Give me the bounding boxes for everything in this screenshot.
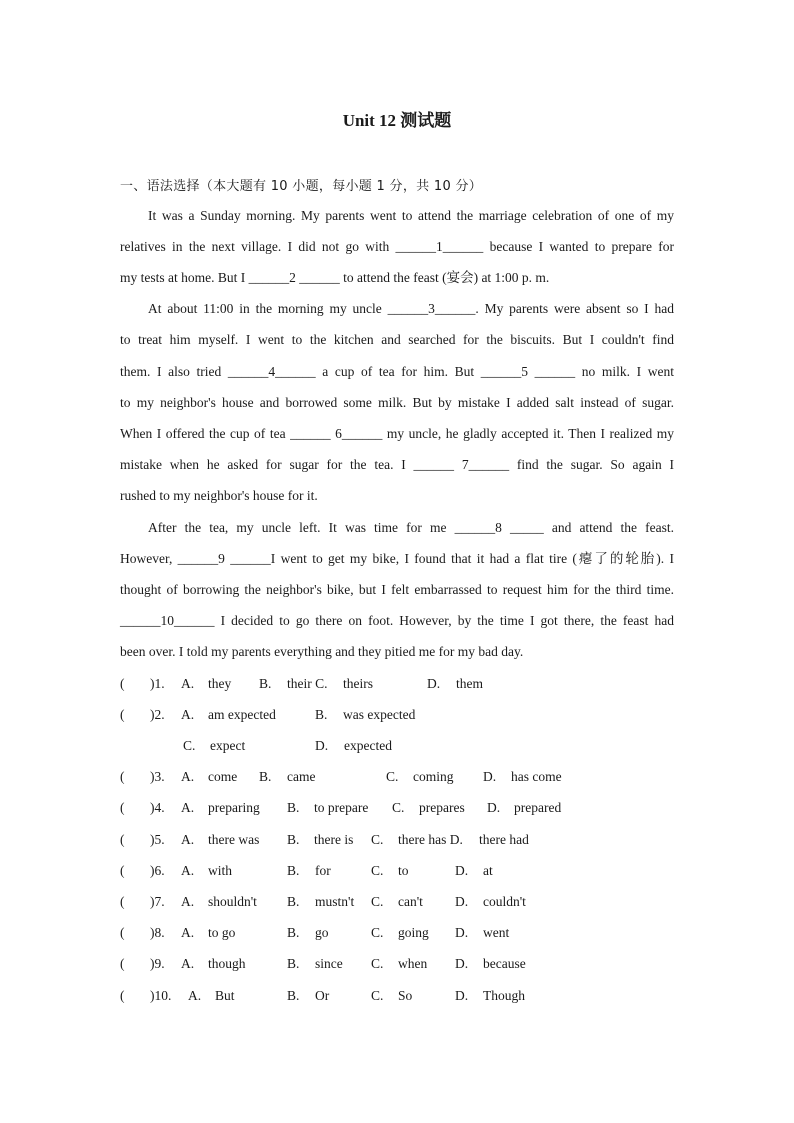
option-letter: C. — [371, 988, 384, 1003]
option-text: Though — [483, 988, 525, 1003]
passage-line: mistake when he asked for sugar for the tea. I ______ 7______ find the sugar. So again I — [120, 457, 674, 472]
option-text: at — [483, 863, 493, 878]
passage-line: to treat him myself. I went to the kitchen and searched for the biscuits. But I couldn't find — [120, 332, 674, 347]
question-number: )5. — [150, 832, 165, 847]
question-number: )3. — [150, 769, 165, 784]
option-text: with — [208, 863, 233, 878]
option-letter: B. — [287, 863, 300, 878]
option-text: came — [287, 769, 316, 784]
option-letter: D. — [455, 956, 469, 971]
option-text: there had — [479, 832, 529, 847]
question-number: )1. — [150, 676, 165, 691]
option-text: them — [456, 676, 483, 691]
option-letter: D. — [427, 676, 441, 691]
option-text: couldn't — [483, 894, 526, 909]
option-text: there was — [208, 832, 260, 847]
section-heading: 一、语法选择（本大题有 10 小题，每小题 1 分，共 10 分） — [120, 179, 483, 194]
answer-bracket[interactable]: ( — [120, 925, 125, 940]
question-number: )7. — [150, 894, 165, 909]
option-text: come — [208, 769, 238, 784]
answer-bracket[interactable]: ( — [120, 800, 125, 815]
option-letter: C. — [183, 738, 196, 753]
passage-line: thought of borrowing the neighbor's bike, but I felt embarrassed to request him for the third time. — [120, 582, 674, 597]
option-text: was expected — [343, 707, 416, 722]
option-letter: D. — [483, 769, 497, 784]
option-text: go — [315, 925, 329, 940]
option-letter: A. — [181, 676, 195, 691]
option-text: going — [398, 925, 429, 940]
option-text: expect — [210, 738, 246, 753]
option-text: theirs — [343, 676, 373, 691]
option-letter: C. — [371, 894, 384, 909]
answer-bracket[interactable]: ( — [120, 832, 125, 847]
option-text: to go — [208, 925, 236, 940]
passage-line: them. I also tried ______4______ a cup of tea for him. But ______5 ______ no milk. I went — [120, 364, 674, 379]
option-text: expected — [344, 738, 392, 753]
option-letter: A. — [181, 925, 195, 940]
option-text: Or — [315, 988, 330, 1003]
option-text: mustn't — [315, 894, 355, 909]
option-text: shouldn't — [208, 894, 257, 909]
option-letter: B. — [287, 800, 300, 815]
option-text: because — [483, 956, 526, 971]
option-letter: D. — [315, 738, 329, 753]
option-letter: A. — [181, 707, 195, 722]
option-letter: C. — [371, 863, 384, 878]
option-text: prepared — [514, 800, 562, 815]
passage-line: ______10______ I decided to go there on foot. However, by the time I got there, the feast had — [120, 613, 674, 628]
option-text: their C. — [287, 676, 328, 691]
option-letter: C. — [386, 769, 399, 784]
answer-bracket[interactable]: ( — [120, 707, 125, 722]
option-text: for — [315, 863, 331, 878]
option-text: to — [398, 863, 409, 878]
option-letter: A. — [181, 863, 195, 878]
option-letter: B. — [287, 988, 300, 1003]
option-text: has come — [511, 769, 562, 784]
answer-bracket[interactable]: ( — [120, 956, 125, 971]
question-number: )2. — [150, 707, 165, 722]
answer-bracket[interactable]: ( — [120, 894, 125, 909]
passage-line: After the tea, my uncle left. It was time for me ______8 _____ and attend the feast. — [148, 520, 674, 535]
option-text: when — [398, 956, 428, 971]
passage-line: relatives in the next village. I did not go with ______1______ because I wanted to prepare for — [120, 239, 674, 254]
option-text: there has D. — [398, 832, 463, 847]
option-letter: B. — [287, 925, 300, 940]
option-letter: A. — [188, 988, 202, 1003]
option-text: coming — [413, 769, 454, 784]
document-title: Unit 12 测试题 — [342, 111, 452, 130]
option-text: to prepare — [314, 800, 369, 815]
passage-line: It was a Sunday morning. My parents went to attend the marriage celebration of one of my — [148, 208, 674, 223]
option-letter: B. — [287, 894, 300, 909]
answer-bracket[interactable]: ( — [120, 863, 125, 878]
passage-line: rushed to my neighbor's house for it. — [120, 488, 318, 503]
option-letter: A. — [181, 956, 195, 971]
question-number: )8. — [150, 925, 165, 940]
option-letter: A. — [181, 832, 195, 847]
option-text: preparing — [208, 800, 260, 815]
option-text: though — [208, 956, 246, 971]
option-text: am expected — [208, 707, 276, 722]
option-letter: B. — [259, 769, 272, 784]
passage-line: However, ______9 ______I went to get my bike, I found that it had a flat tire (瘪了的轮胎). I — [120, 551, 674, 566]
option-text: went — [483, 925, 510, 940]
option-letter: B. — [315, 707, 328, 722]
question-number: )6. — [150, 863, 165, 878]
option-text: there is — [314, 832, 354, 847]
option-letter: D. — [455, 988, 469, 1003]
option-letter: C. — [371, 925, 384, 940]
option-letter: A. — [181, 800, 195, 815]
option-letter: D. — [455, 925, 469, 940]
option-text: prepares — [419, 800, 465, 815]
question-number: )4. — [150, 800, 165, 815]
passage-line: my tests at home. But I ______2 ______ to attend the feast (宴会) at 1:00 p. m. — [120, 270, 550, 285]
option-letter: A. — [181, 894, 195, 909]
option-letter: C. — [371, 956, 384, 971]
option-letter: C. — [392, 800, 405, 815]
answer-bracket[interactable]: ( — [120, 676, 125, 691]
option-text: since — [315, 956, 343, 971]
option-letter: D. — [455, 894, 469, 909]
option-letter: B. — [287, 956, 300, 971]
option-letter: B. — [287, 832, 300, 847]
option-text: they — [208, 676, 232, 691]
option-text: But — [215, 988, 235, 1003]
option-letter: D. — [455, 863, 469, 878]
passage-line: to my neighbor's house and borrowed some milk. But by mistake I added salt instead of sugar. — [120, 395, 674, 410]
answer-bracket[interactable]: ( — [120, 988, 125, 1003]
option-text: can't — [398, 894, 423, 909]
question-number: )10. — [150, 988, 172, 1003]
passage-line: At about 11:00 in the morning my uncle ______3______. My parents were absent so I had — [148, 301, 674, 316]
answer-bracket[interactable]: ( — [120, 769, 125, 784]
option-letter: A. — [181, 769, 195, 784]
question-number: )9. — [150, 956, 165, 971]
option-text: So — [398, 988, 413, 1003]
passage-line: When I offered the cup of tea ______ 6______ my uncle, he gladly accepted it. Then I realized my — [120, 426, 674, 441]
passage-line: been over. I told my parents everything and they pitied me for my bad day. — [120, 644, 524, 659]
option-letter: B. — [259, 676, 272, 691]
option-letter: C. — [371, 832, 384, 847]
option-letter: D. — [487, 800, 501, 815]
